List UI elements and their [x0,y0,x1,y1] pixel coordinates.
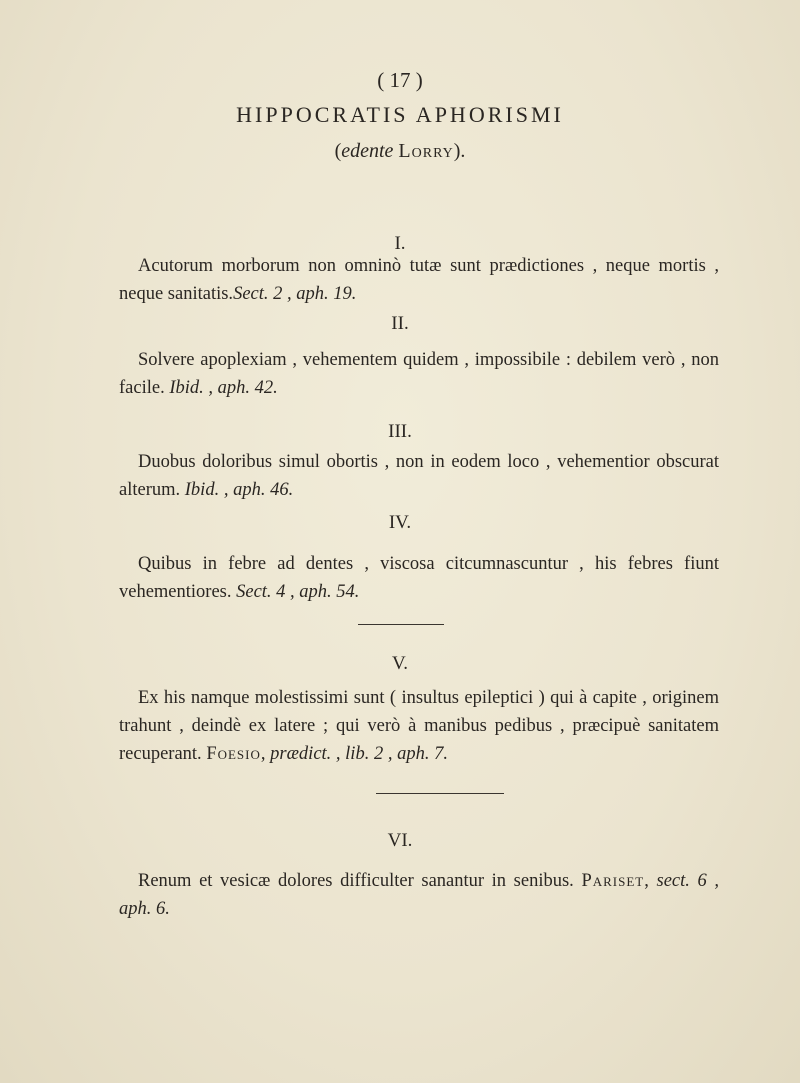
aphorism-text: Renum et vesicæ dolores difficulter sanantur in senibus. Pariset, sect. 6 , aph. 6. [119,871,720,919]
aphorism-reference: Sect. 2 , aph. 19. [233,284,357,304]
divider-rule [358,624,444,625]
subtitle-close: ). [453,140,466,162]
aphorism-numeral: II. [391,313,409,334]
page-title: HIPPOCRATIS APHORISMI [236,102,564,127]
subtitle-editor-label: edente [341,140,394,162]
aphorism-numeral: IV. [388,512,412,533]
aphorism-reference: sect. 6 , aph. 6. [119,871,720,919]
aphorism-body: Renum et vesicæ dolores difficulter sanantur in senibus. [138,871,574,891]
aphorism-body: Duobus doloribus simul obortis , non in eodem loco , vehementior obscurat alterum. [119,452,719,500]
aphorism-text [119,252,719,308]
aphorism-text [119,550,719,606]
subtitle-editor-name: Lorry [398,140,454,162]
divider-rule [376,793,504,794]
aphorism-reference: Ibid. , aph. 42. [169,378,278,398]
aphorism-reference: Ibid. , aph. 46. [184,480,294,500]
aphorism-body: Ex his namque molestissimi sunt ( insultus epileptici ) qui à capite , originem trahunt , deindè ex latere ; qui verò à manibus pedibus , præcipuè sanitatem recuperant. [119,688,719,764]
subtitle-open: ( [334,140,342,162]
aphorism-text [119,346,719,402]
aphorism-author: Pariset [581,871,645,891]
aphorism-body: Acutorum morborum non omninò tutæ sunt prædictiones , neque mortis , neque sanitatis. [119,256,719,304]
aphorism-numeral: VI. [387,830,413,851]
aphorism-text [119,448,719,504]
page-number: ( 17 ) [377,68,423,92]
aphorism-body: Quibus in febre ad dentes , viscosa citcumnascuntur , his febres fiunt vehementiores. [119,554,719,602]
aphorism-text: Ex his namque molestissimi sunt ( insultus epileptici ) qui à capite , originem trahunt , deindè ex latere ; qui verò à manibus pedibus , præcipuè sanitatem recuperant. Foesio, prædict. , lib. 2 , aph. 7. [119,688,719,764]
aphorism-reference: prædict. , lib. 2 , aph. 7. [270,744,448,764]
aphorism-numeral: III. [388,421,412,442]
page-subtitle [0,140,800,163]
aphorism-body: Solvere apoplexiam , vehementem quidem , impossibile : debilem verò , non facile. [119,350,719,398]
aphorism-numeral: I. [394,233,406,254]
aphorism-numeral: V. [391,653,409,674]
aphorism-reference: Sect. 4 , aph. 54. [236,582,360,602]
aphorism-author: Foesio [206,744,261,764]
